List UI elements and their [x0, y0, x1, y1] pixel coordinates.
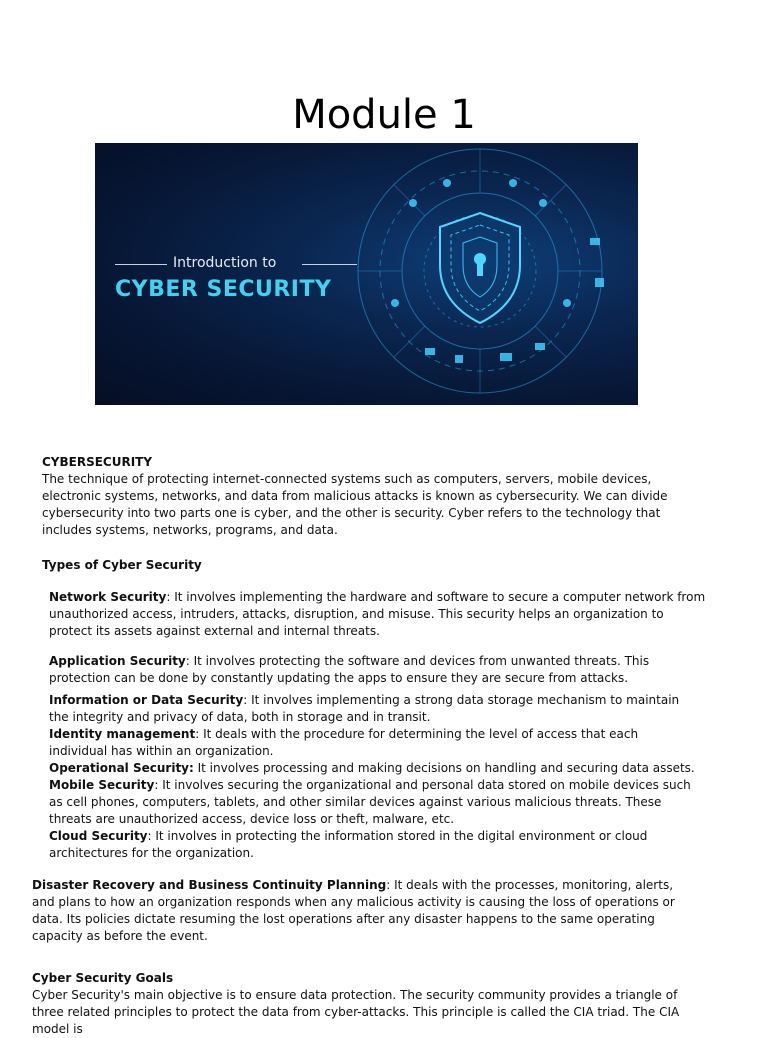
- type-term: Operational Security:: [49, 761, 194, 775]
- type-information: [49, 692, 699, 726]
- goals-body: Cyber Security's main objective is to ensure data protection. The security community provides a triangle of three related principles to protect the data from cyber-attacks. This principle is called the CIA triad. The CIA model is: [32, 988, 680, 1036]
- type-term: Mobile Security: [49, 778, 155, 792]
- hero-image: [95, 143, 638, 405]
- types-heading: Types of Cyber Security: [42, 558, 202, 572]
- goals-section: [32, 970, 697, 1038]
- disaster-text: : It deals with the processes, monitoring, alerts, and plans to how an organization responds when any malicious activity is causing the loss of operations or data. Its policies dictate resuming the lost operations after any disaster happens to the same operating capacity as before the event.: [32, 878, 675, 943]
- page-title: Module 1: [292, 92, 476, 138]
- type-cloud: [49, 828, 699, 862]
- hero-subtitle: Introduction to: [173, 255, 277, 271]
- shield-circuit-graphic: [95, 143, 638, 405]
- type-text: : It involves in protecting the information stored in the digital environment or cloud architectures for the organization.: [49, 829, 648, 860]
- type-term: Application Security: [49, 654, 186, 668]
- type-text: : It involves implementing the hardware and software to secure a computer network from unauthorized access, intruders, attacks, disruption, and misuse. This security helps an organization to protect its assets against external and internal threats.: [49, 590, 706, 638]
- type-text: : It involves securing the organizational and personal data stored on mobile devices such as cell phones, computers, tablets, and other similar devices against various malicious threats. These threats are unauthorized access, device loss or theft, malware, etc.: [49, 778, 691, 826]
- type-operational: [49, 760, 699, 777]
- type-network: [49, 589, 706, 640]
- intro-body: The technique of protecting internet-connected systems such as computers, servers, mobile devices, electronic systems, networks, and data from malicious attacks is known as cybersecurity. We can divide cybersecurity into two parts one is cyber, and the other is security. Cyber refers to the technology that includes systems, networks, programs, and data.: [42, 472, 668, 537]
- types-heading-block: [42, 557, 692, 574]
- hero-title: CYBER SECURITY: [115, 277, 332, 302]
- type-term: Information or Data Security: [49, 693, 244, 707]
- type-mobile: [49, 777, 699, 828]
- type-term: Cloud Security: [49, 829, 148, 843]
- disaster-term: Disaster Recovery and Business Continuity Planning: [32, 878, 387, 892]
- goals-heading: Cyber Security Goals: [32, 971, 174, 985]
- type-list-block: [49, 692, 699, 862]
- type-text: : It involves protecting the software and devices from unwanted threats. This protection can be done by constantly updating the apps to ensure they are secure from attacks.: [49, 654, 650, 685]
- type-identity: [49, 726, 699, 760]
- type-text: : It deals with the procedure for determining the level of access that each individual has within an organization.: [49, 727, 639, 758]
- hero-rule-right: [302, 264, 357, 265]
- disaster-section: [32, 877, 697, 945]
- type-text: It involves processing and making decisions on handling and securing data assets.: [193, 761, 695, 775]
- type-term: Identity management: [49, 727, 196, 741]
- intro-section: [42, 454, 692, 539]
- type-term: Network Security: [49, 590, 167, 604]
- intro-heading: CYBERSECURITY: [42, 455, 153, 469]
- hero-rule-left: [115, 264, 167, 265]
- type-application: [49, 653, 699, 687]
- type-text: : It involves implementing a strong data storage mechanism to maintain the integrity and privacy of data, both in storage and in transit.: [49, 693, 680, 724]
